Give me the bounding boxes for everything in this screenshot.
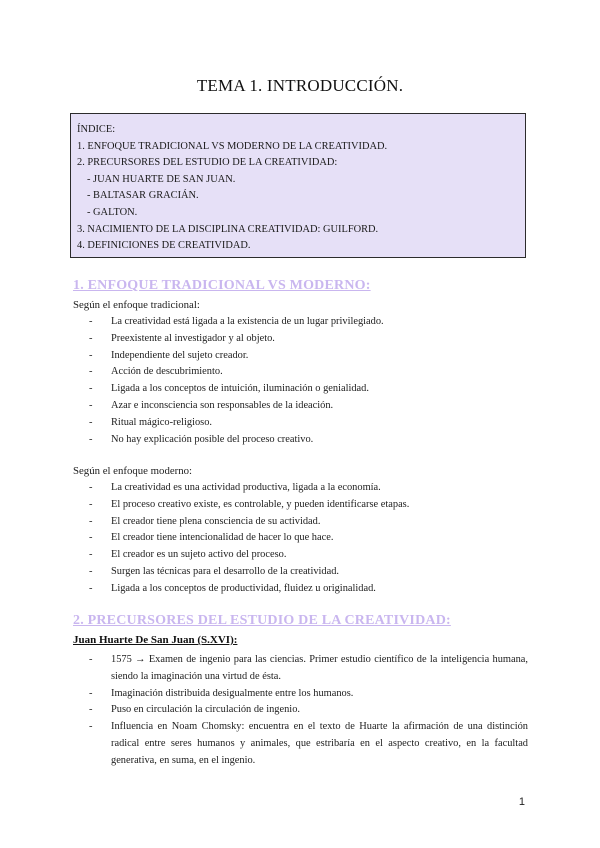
index-subitem-huarte: - JUAN HUARTE DE SAN JUAN.: [87, 173, 236, 185]
index-item-2: 2. PRECURSORES DEL ESTUDIO DE LA CREATIVIDAD:: [77, 157, 338, 169]
bullet-dash: -: [89, 433, 93, 445]
list-item: [73, 514, 528, 531]
section-1-heading: 1. ENFOQUE TRADICIONAL VS MODERNO:: [73, 278, 371, 293]
list-item: [73, 432, 528, 449]
list-item: [73, 497, 528, 514]
bullet-dash: -: [89, 515, 93, 527]
list-item: [73, 581, 528, 598]
list-item-text: Preexistente al investigador y al objeto.: [111, 332, 275, 344]
list-item: [73, 564, 528, 581]
bullet-dash: -: [89, 316, 93, 327]
bullet-dash: -: [89, 687, 93, 699]
bullet-dash: -: [89, 482, 93, 493]
huarte-subheading: Juan Huarte De San Juan (S.XVI):: [73, 634, 238, 646]
list-item: [73, 348, 528, 365]
list-item: [73, 364, 528, 381]
list-item-text: Ritual mágico-religioso.: [111, 416, 212, 428]
list-item: [73, 331, 528, 348]
list-item-text: Puso en circulación la circulación de ingenio.: [111, 704, 300, 716]
list-item: [73, 415, 528, 432]
bullet-dash: -: [89, 332, 93, 344]
list-item-text: Acción de descubrimiento.: [111, 366, 223, 378]
list-item-text: El proceso creativo existe, es controlable, y pueden identificarse etapas.: [111, 498, 410, 510]
modern-label: Según el enfoque moderno:: [73, 465, 193, 477]
list-item: [73, 314, 528, 331]
list-item-text: Ligada a los conceptos de productividad, fluidez u originalidad.: [111, 582, 376, 594]
list-item: [73, 547, 528, 564]
bullet-dash: -: [89, 349, 93, 361]
list-item-text: Azar e inconsciencia son responsables de la ideación.: [111, 399, 334, 411]
bullet-dash: -: [89, 654, 93, 665]
page-title: TEMA 1. INTRODUCCIÓN.: [196, 76, 404, 95]
huarte-list: [73, 652, 528, 770]
traditional-label: Según el enfoque tradicional:: [73, 299, 200, 311]
list-item-text: Independiente del sujeto creador.: [111, 349, 249, 361]
list-item: [73, 719, 528, 769]
bullet-dash: -: [89, 498, 93, 510]
index-item-1: 1. ENFOQUE TRADICIONAL VS MODERNO DE LA CREATIVIDAD.: [77, 140, 388, 152]
bullet-dash: -: [89, 704, 93, 716]
list-item-text: Imaginación distribuida desigualmente entre los humanos.: [111, 687, 354, 699]
index-item-3: 3. NACIMIENTO DE LA DISCIPLINA CREATIVIDAD: GUILFORD.: [77, 223, 379, 235]
list-item-text: Influencia en Noam Chomsky: encuentra en el texto de Huarte la afirmación de una distinción radical entre seres humanos y animales, que estribaría en el aspecto creativo, en la facultad generativa, en suma, en el ingenio.: [111, 721, 528, 766]
list-item-text: Surgen las técnicas para el desarrollo de la creatividad.: [111, 565, 340, 577]
index-box: [70, 113, 526, 258]
traditional-list: [73, 314, 528, 448]
list-item-text: Ligada a los conceptos de intuición, iluminación o genialidad.: [111, 383, 369, 395]
bullet-dash: -: [89, 366, 93, 378]
list-item-text: La creatividad es una actividad productiva, ligada a la economía.: [111, 482, 381, 493]
list-item-text: No hay explicación posible del proceso creativo.: [111, 433, 314, 445]
bullet-dash: -: [89, 532, 93, 544]
index-label: ÍNDICE:: [77, 124, 116, 135]
index-item-4: 4. DEFINICIONES DE CREATIVIDAD.: [77, 240, 251, 252]
index-subitem-gracian: - BALTASAR GRACIÁN.: [87, 190, 199, 202]
bullet-dash: -: [89, 549, 93, 561]
list-item: [73, 381, 528, 398]
modern-list: [73, 480, 528, 598]
list-item-text: 1575 → Examen de ingenio para las ciencias. Primer estudio científico de la inteligencia humana, siendo la imaginación una virtud de ésta.: [111, 654, 528, 682]
list-item: [73, 686, 528, 703]
bullet-dash: -: [89, 383, 93, 395]
list-item-text: La creatividad está ligada a la existencia de un lugar privilegiado.: [111, 316, 384, 327]
bullet-dash: -: [89, 565, 93, 577]
section-2-heading: 2. PRECURSORES DEL ESTUDIO DE LA CREATIVIDAD:: [73, 613, 451, 628]
list-item-text: El creador tiene plena consciencia de su actividad.: [111, 515, 321, 527]
list-item: [73, 702, 528, 719]
list-item: [73, 652, 528, 686]
page-number: 1: [518, 796, 525, 808]
bullet-dash: -: [89, 399, 93, 411]
list-item-text: El creador tiene intencionalidad de hacer lo que hace.: [111, 532, 334, 544]
bullet-dash: -: [89, 721, 93, 733]
bullet-dash: -: [89, 582, 93, 594]
list-item: [73, 398, 528, 415]
bullet-dash: -: [89, 416, 93, 428]
list-item-text: El creador es un sujeto activo del proceso.: [111, 549, 287, 561]
index-subitem-galton: - GALTON.: [87, 206, 138, 218]
list-item: [73, 480, 528, 497]
list-item: [73, 530, 528, 547]
